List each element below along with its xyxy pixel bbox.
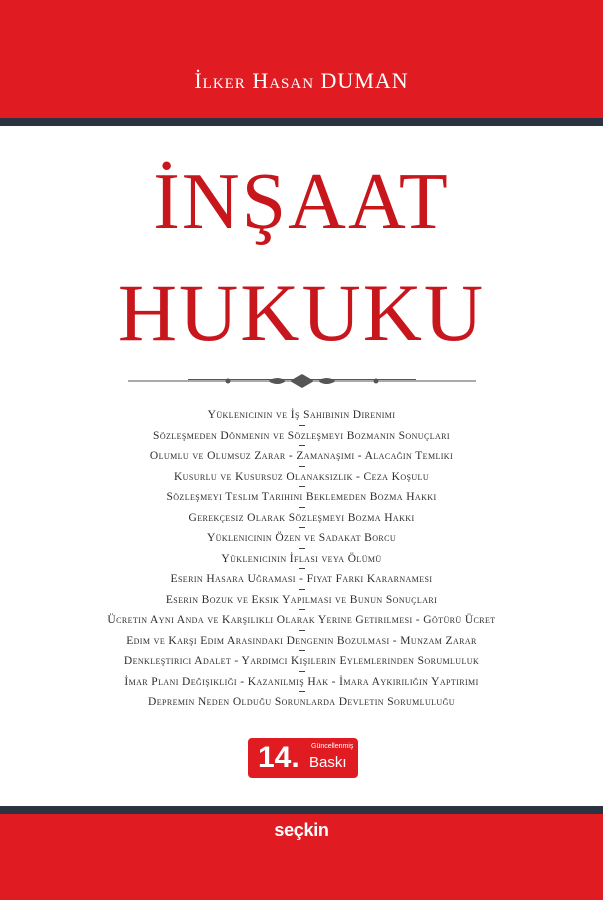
- topic-item: Sözleşmeden Dönmenin ve Sözleşmeyi Bozmanın Sonuçları: [40, 426, 563, 447]
- ornament-divider: [128, 370, 476, 392]
- book-title-line-1: İNŞAAT: [153, 158, 450, 246]
- edition-word: Baskı: [309, 754, 347, 771]
- top-red-band: [0, 0, 603, 118]
- topic-item: Olumlu ve Olumsuz Zarar - Zamanaşımı - Alacağın Temliki: [40, 446, 563, 467]
- topic-item: Eserin Bozuk ve Eksik Yapılması ve Bunun Sonuçları: [40, 590, 563, 611]
- author-name: İlker Hasan DUMAN: [194, 68, 409, 93]
- book-title-line-2: HUKUKU: [117, 267, 486, 358]
- edition-badge: [248, 738, 358, 778]
- topic-item: Yüklenicinin ve İş Sahibinin Direnimi: [207, 409, 396, 421]
- topic-item: Ücretin Aynı Anda ve Karşılıklı Olarak Yerine Getirilmesi - Götürü Ücret: [40, 610, 563, 631]
- topic-item: Yüklenicinin Özen ve Sadakat Borcu: [40, 528, 563, 549]
- edition-updated-label: Güncellenmiş: [311, 743, 354, 750]
- edition-number: 14.: [258, 741, 300, 774]
- topic-item: Denkleştirici Adalet - Yardımcı Kişilerin Eylemlerinden Sorumluluk: [40, 651, 563, 672]
- top-dark-rule: [0, 118, 603, 126]
- topic-item: İmar Planı Değişikliği - Kazanılmış Hak - İmara Aykırılığın Yaptırımı: [40, 672, 563, 693]
- topic-item: Kusurlu ve Kusursuz Olanaksızlık - Ceza Koşulu: [40, 467, 563, 488]
- topic-item: Yüklenicinin İflası veya Ölümü: [40, 549, 563, 570]
- bottom-dark-rule: [0, 806, 603, 814]
- topic-item: Edim ve Karşı Edim Arasındaki Dengenin Bozulması - Munzam Zarar: [40, 631, 563, 652]
- publisher-logo: seçkin: [274, 820, 329, 840]
- topic-item: Gerekçesiz Olarak Sözleşmeyi Bozma Hakkı: [40, 508, 563, 529]
- topics-list: [40, 405, 563, 713]
- topic-item: Eserin Hasara Uğraması - Fiyat Farkı Kararnamesi: [40, 569, 563, 590]
- topic-item: Sözleşmeyi Teslim Tarihini Beklemeden Bozma Hakkı: [40, 487, 563, 508]
- topic-item: Depremin Neden Olduğu Sorunlarda Devletin Sorumluluğu: [40, 692, 563, 713]
